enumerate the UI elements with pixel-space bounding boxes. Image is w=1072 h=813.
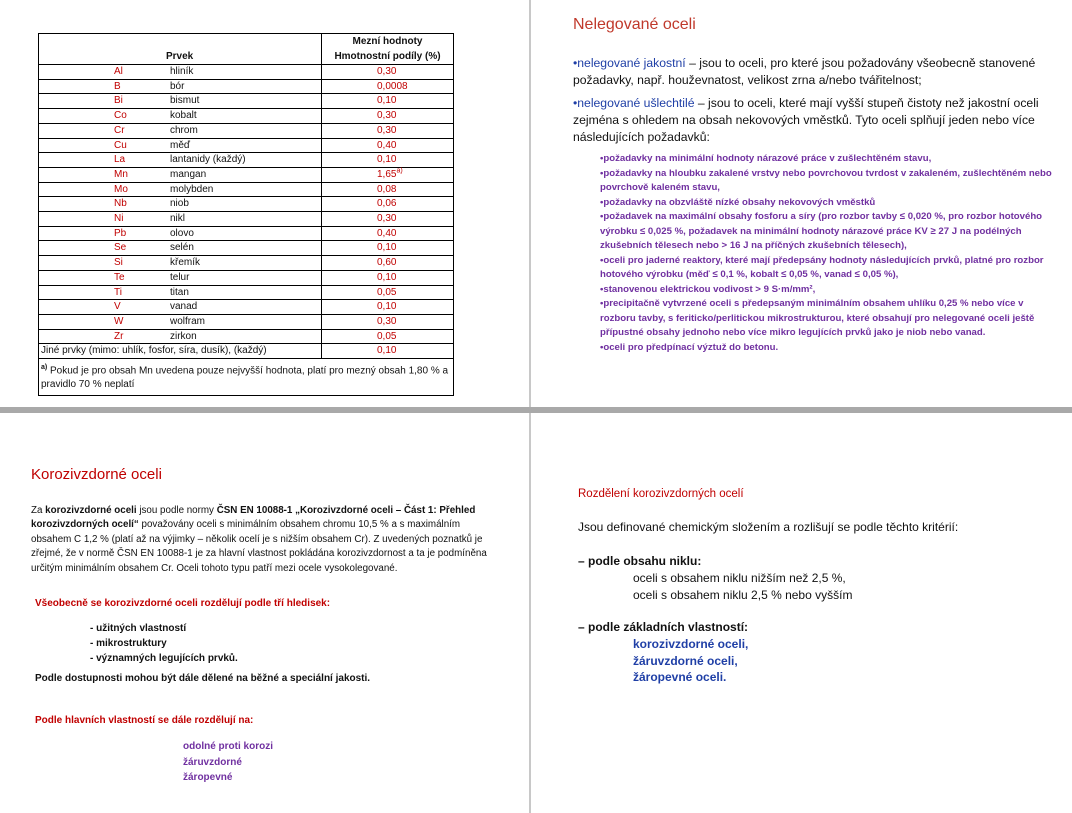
element-name: chrom [170,123,322,138]
nickel-item: oceli s obsahem niklu 2,5 % nebo vyšším [633,587,853,602]
element-name: mangan [170,167,322,182]
element-limit [322,153,454,168]
element-name: wolfram [170,314,322,329]
requirement-item: •požadavek na maximální obsahy fosforu a síry (pro rozbor tavby ≤ 0,020 %, pro rozbor hotového výrobku ≤ 0,025 %, požadavek na minimální hodnoty nárazové práce KV ≥ 27 J na podélných zkušebních tělesech nebo > 16 J na příčných zkušebních tělesech), [600,211,1043,251]
limit-value: 0,10 [377,95,397,107]
limit-value: 0,10 [377,154,397,166]
nonalloy-special-paragraph [573,95,1055,146]
table-row [39,212,454,227]
limit-value: 0,10 [377,271,397,283]
element-limit [322,212,454,227]
criteria-item: - mikrostruktury [90,638,167,649]
element-limit [322,329,454,344]
element-limit [322,314,454,329]
stainless-props-list [183,739,273,786]
element-symbol: Si [39,256,171,271]
element-limit [322,285,454,300]
limit-value: 0,30 [377,213,397,225]
element-limit [322,182,454,197]
table-row [39,256,454,271]
element-limits-table [38,33,454,396]
stainless-title: Korozivzdorné oceli [31,466,162,483]
element-symbol: Se [39,241,171,256]
element-name: křemík [170,256,322,271]
element-symbol: Mn [39,167,171,182]
element-limit [322,79,454,94]
criteria-item: - významných legujících prvků. [90,653,238,664]
limits-body [39,65,454,359]
element-symbol: Pb [39,226,171,241]
stainless-intro-norm: ČSN EN 10088-1 „Korozivzdorné oceli – Část 1: Přehled korozivzdorných ocelí“ [31,505,476,531]
limit-value: 0,30 [377,110,397,122]
requirement-item: •oceli pro předpínací výztuž do betonu. [600,341,779,353]
element-name: telur [170,270,322,285]
table-row [39,167,454,182]
limit-value: 0,10 [377,242,397,254]
element-name: měď [170,138,322,153]
requirement-item: •požadavky na minimální hodnoty nárazové práce v zušlechtěném stavu, [600,153,932,164]
header-limit-line1: Mezní hodnoty [352,36,423,47]
stainless-intro-a: Za [31,505,46,516]
element-limit [322,270,454,285]
element-name: olovo [170,226,322,241]
element-symbol: Ti [39,285,171,300]
limit-value: 0,40 [377,227,397,239]
element-symbol: Bi [39,94,171,109]
element-limit [322,109,454,124]
table-row [39,241,454,256]
table-row [39,79,454,94]
division-props-item: žáruvzdorné oceli, [633,653,738,668]
element-symbol: Ni [39,212,171,227]
division-nickel-list [633,570,852,603]
limit-value: 0,30 [377,66,397,77]
element-name: kobalt [170,109,322,124]
header-element: Prvek [39,34,322,65]
props-item: odolné proti korozi [183,741,273,752]
limit-value: 0,10 [377,301,397,313]
element-name: nikl [170,212,322,227]
element-name: niob [170,197,322,212]
element-symbol: W [39,314,171,329]
element-symbol: Mo [39,182,171,197]
footnote-text: Pokud je pro obsah Mn uvedena pouze nejvyšší hodnota, platí pro mezný obsah 1,80 % a pravidlo 70 % neplatí [41,365,449,391]
element-limit [322,256,454,271]
division-props-item: korozivzdorné oceli, [633,637,749,651]
limit-value: 0,05 [377,330,397,342]
horizontal-divider [0,407,1072,413]
element-name: zirkon [170,329,322,344]
other-elements-label: Jiné prvky (mimo: uhlík, fosfor, síra, dusík), (každý) [39,344,322,359]
limit-value: 0,30 [377,124,397,136]
requirement-item: •požadavky na hloubku zakalené vrstvy nebo povrchovou tvrdost v zakaleném, zušlechtěném nebo povrchově kaleném stavu, [600,167,1052,193]
division-intro: Jsou definované chemickým složením a rozlišují se podle těchto kritérií: [578,520,959,534]
nickel-item: oceli s obsahem niklu nižším než 2,5 %, [633,571,846,585]
element-name: bismut [170,94,322,109]
element-name: lantanidy (každý) [170,153,322,168]
element-symbol: B [39,79,171,94]
division-title: Rozdělení korozivzdorných ocelí [578,488,744,500]
table-row [39,226,454,241]
requirement-item: •oceli pro jaderné reaktory, které mají předepsány hodnoty následujících prvků, platné pro rozbor hotového výrobku (měď ≤ 0,1 %, kobalt ≤ 0,05 %, vanad ≤ 0,05 %), [600,254,1044,280]
requirement-item: •stanovenou elektrickou vodivost > 9 S·m/mm², [600,283,816,295]
table-row-other [39,344,454,359]
stainless-intro-c: jsou podle normy [136,505,217,516]
element-limit [322,226,454,241]
table-row [39,138,454,153]
division-nickel-heading: – podle obsahu niklu: [578,554,702,568]
table-row [39,153,454,168]
nonalloy-special-text: – jsou to oceli, které mají vyšší stupeň čistoty než jakostní oceli zejména s ohledem na obsah nekovových vměstků. Tyto oceli splňují jeden nebo více následujících požadavků: [573,96,1039,144]
limit-value: 0,40 [377,139,397,151]
criteria-item: - užitných vlastností [90,623,187,634]
stainless-props-heading: Podle hlavních vlastností se dále rozdělují na: [35,715,254,726]
requirement-item: •požadavky na obzvláště nízké obsahy nekovových vměstků [600,196,876,208]
limit-value: 0,05 [377,286,397,298]
footnote-mark: a) [41,364,48,372]
element-limit [322,138,454,153]
limit-value: 0,06 [377,198,397,210]
table-row [39,314,454,329]
table-row [39,270,454,285]
element-name: molybden [170,182,322,197]
props-item: žáruvzdorné [183,756,242,768]
element-name: vanad [170,300,322,315]
limit-value: 0,0008 [377,80,408,92]
limit-value: 0,08 [377,183,397,195]
element-symbol: Al [39,65,171,80]
element-name: bór [170,79,322,94]
element-limit [322,241,454,256]
stainless-intro-e: považovány oceli s minimálním obsahem chromu 10,5 % a s maximálním obsahem C 1,2 % (platí až na výjimky – několik ocelí je s nižším obsahem Cr). Z uvedených poznatků je zřejmé, že v normě ČSN EN 10088-1 je za hlavní vlastnost pokládána korozivzdornost a ta je podmíněna určitým minimálním obsahem Cr. Oceli tohoto typu patří mezi ocele vysokolegované. [31,519,487,574]
element-symbol: Cu [39,138,171,153]
limit-value: 1,65 [377,168,397,180]
element-symbol: Zr [39,329,171,344]
stainless-intro-b: korozivzdorné oceli [45,505,137,516]
element-symbol: V [39,300,171,315]
requirement-item: •precipitačně vytvrzené oceli s předepsaným minimálním obsahem uhlíku 0,25 % nebo více v rozboru tavby, s feriticko/perlitickou mikrostrukturou, které obsahují pro nelegované oceli ještě přípustné obsahy jednoho nebo více mikro legujících prvků jako je niob nebo vanad. [600,298,1035,338]
element-limit [322,65,454,80]
table-row [39,182,454,197]
table-footnote [39,359,454,396]
limit-footnote-mark: a) [396,167,403,175]
header-limit [322,34,454,65]
stainless-criteria-list [90,621,238,666]
element-name: hliník [170,65,322,80]
division-props-heading: – podle základních vlastností: [578,620,749,634]
element-symbol: Cr [39,123,171,138]
element-symbol: Co [39,109,171,124]
table-row [39,285,454,300]
element-symbol: Te [39,270,171,285]
division-props-item: žáropevné oceli. [633,670,727,684]
element-name: titan [170,285,322,300]
table-row [39,109,454,124]
element-symbol: Nb [39,197,171,212]
stainless-intro [31,504,495,576]
table-row [39,197,454,212]
header-limit-line2: Hmotnostní podíly (%) [334,51,441,62]
props-item: žáropevné [183,772,233,783]
element-limit [322,94,454,109]
stainless-split-heading: Všeobecně se korozivzdorné oceli rozdělují podle tří hledisek: [35,598,331,609]
division-props-list [633,636,748,686]
nonalloy-quality-paragraph [573,55,1055,89]
table-row [39,300,454,315]
table-row [39,329,454,344]
table-row [39,123,454,138]
element-symbol: La [39,153,171,168]
limit-value: 0,30 [377,315,397,327]
nonalloy-special-term: •nelegované ušlechtilé [573,96,695,110]
limit-value: 0,60 [377,257,397,269]
other-elements-limit: 0,10 [322,344,454,359]
element-limit [322,300,454,315]
element-limit [322,167,454,182]
element-name: selén [170,241,322,256]
nonalloy-quality-text: – jsou to oceli, pro které jsou požadovány všeobecně stanovené požadavky, např. houževnatost, velikost zrna a/nebo tvářitelnost; [573,56,1036,87]
nonalloy-title: Nelegované oceli [573,16,696,33]
table-row [39,94,454,109]
nonalloy-quality-term: •nelegované jakostní [573,56,686,70]
element-limit [322,197,454,212]
stainless-availability: Podle dostupnosti mohou být dále dělené na běžné a speciální jakosti. [35,673,371,684]
element-limit [322,123,454,138]
table-row [39,65,454,80]
nonalloy-requirements-list [600,152,1056,355]
